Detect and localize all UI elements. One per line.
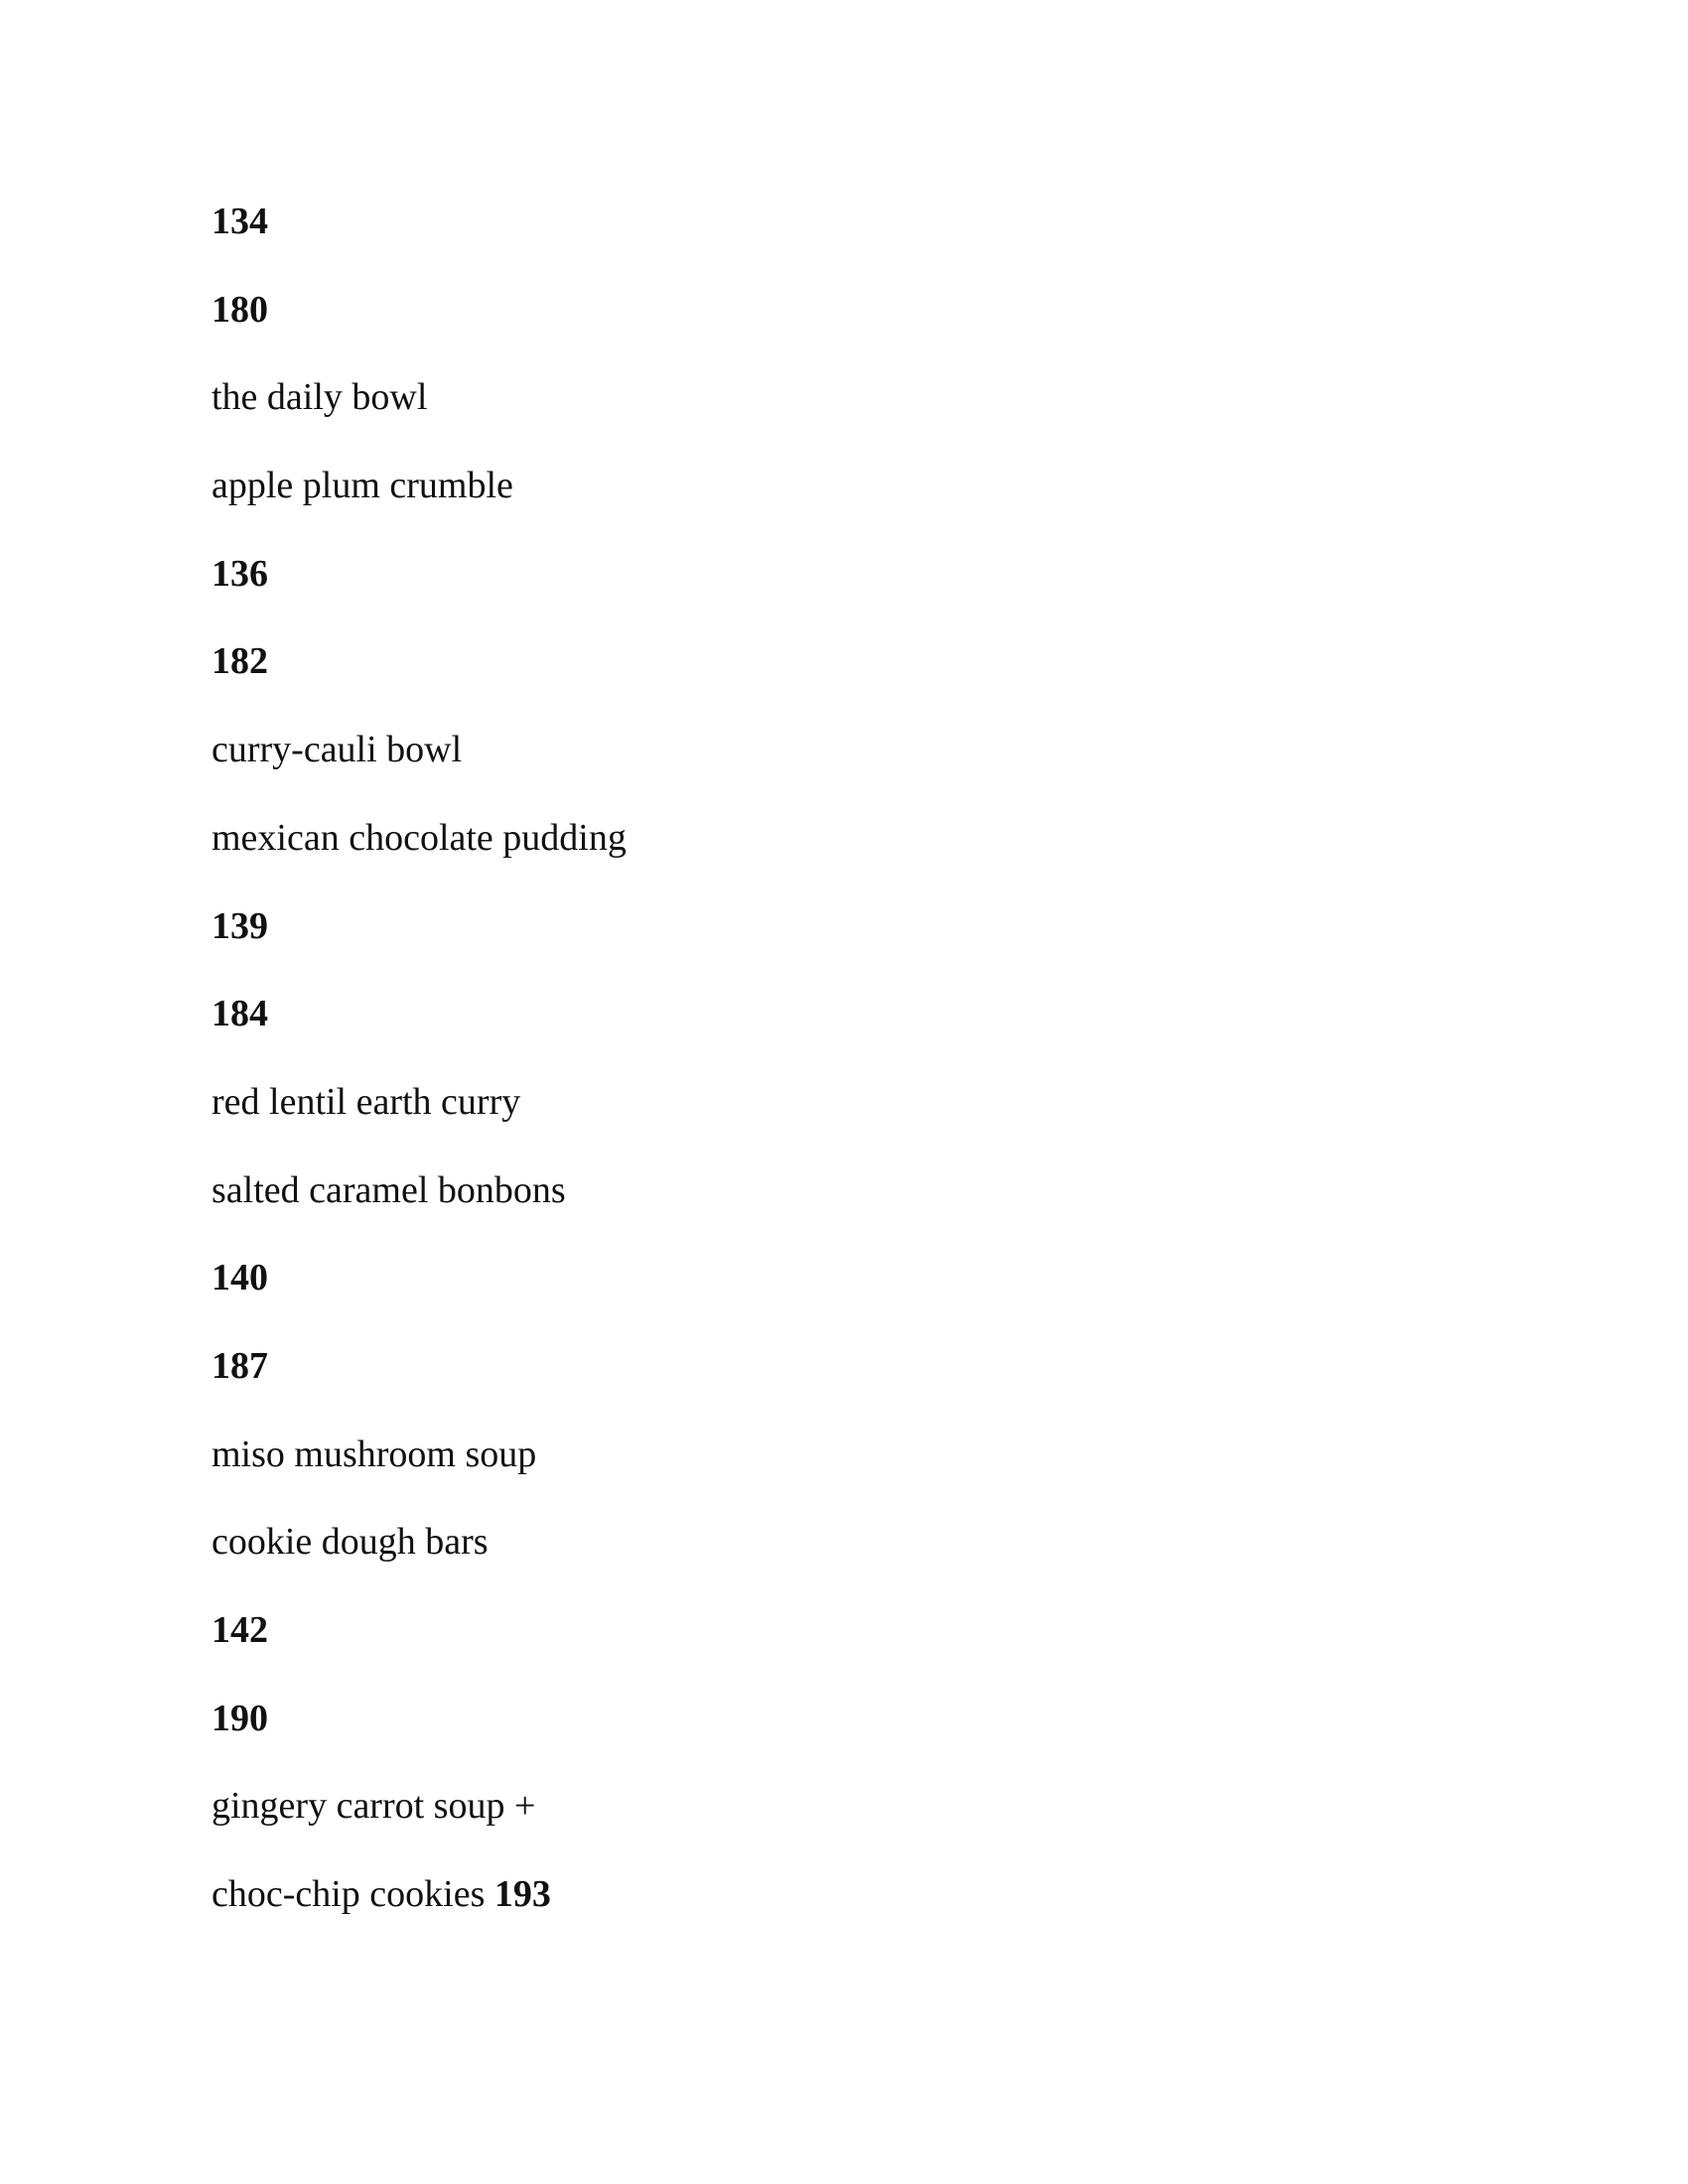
page-number: 136 bbox=[211, 552, 268, 595]
page-number: 193 bbox=[493, 1873, 551, 1916]
page-number: 140 bbox=[211, 1257, 268, 1299]
recipe-title: miso mushroom soup bbox=[211, 1433, 537, 1475]
recipe-title-with-page bbox=[211, 1864, 1502, 1953]
page-number: 134 bbox=[211, 201, 268, 242]
recipe-title: gingery carrot soup + bbox=[211, 1785, 536, 1828]
recipe-title: curry-cauli bowl bbox=[211, 729, 463, 771]
page-number: 182 bbox=[211, 640, 268, 683]
recipe-title: mexican chocolate pudding bbox=[211, 816, 627, 859]
page-number: 187 bbox=[211, 1344, 268, 1387]
page-number: 142 bbox=[211, 1609, 268, 1651]
page-number: 184 bbox=[211, 993, 268, 1035]
recipe-title: salted caramel bonbons bbox=[211, 1168, 566, 1211]
recipe-title: apple plum crumble bbox=[211, 465, 513, 507]
page-number: 139 bbox=[211, 904, 268, 947]
page-number: 190 bbox=[211, 1697, 268, 1739]
index-entries bbox=[211, 192, 1502, 1953]
recipe-title: red lentil earth curry bbox=[211, 1080, 521, 1123]
recipe-title: choc-chip cookies bbox=[211, 1873, 494, 1916]
recipe-title: the daily bowl bbox=[211, 376, 428, 419]
page-number: 180 bbox=[211, 288, 268, 331]
recipe-title: cookie dough bars bbox=[211, 1521, 489, 1564]
